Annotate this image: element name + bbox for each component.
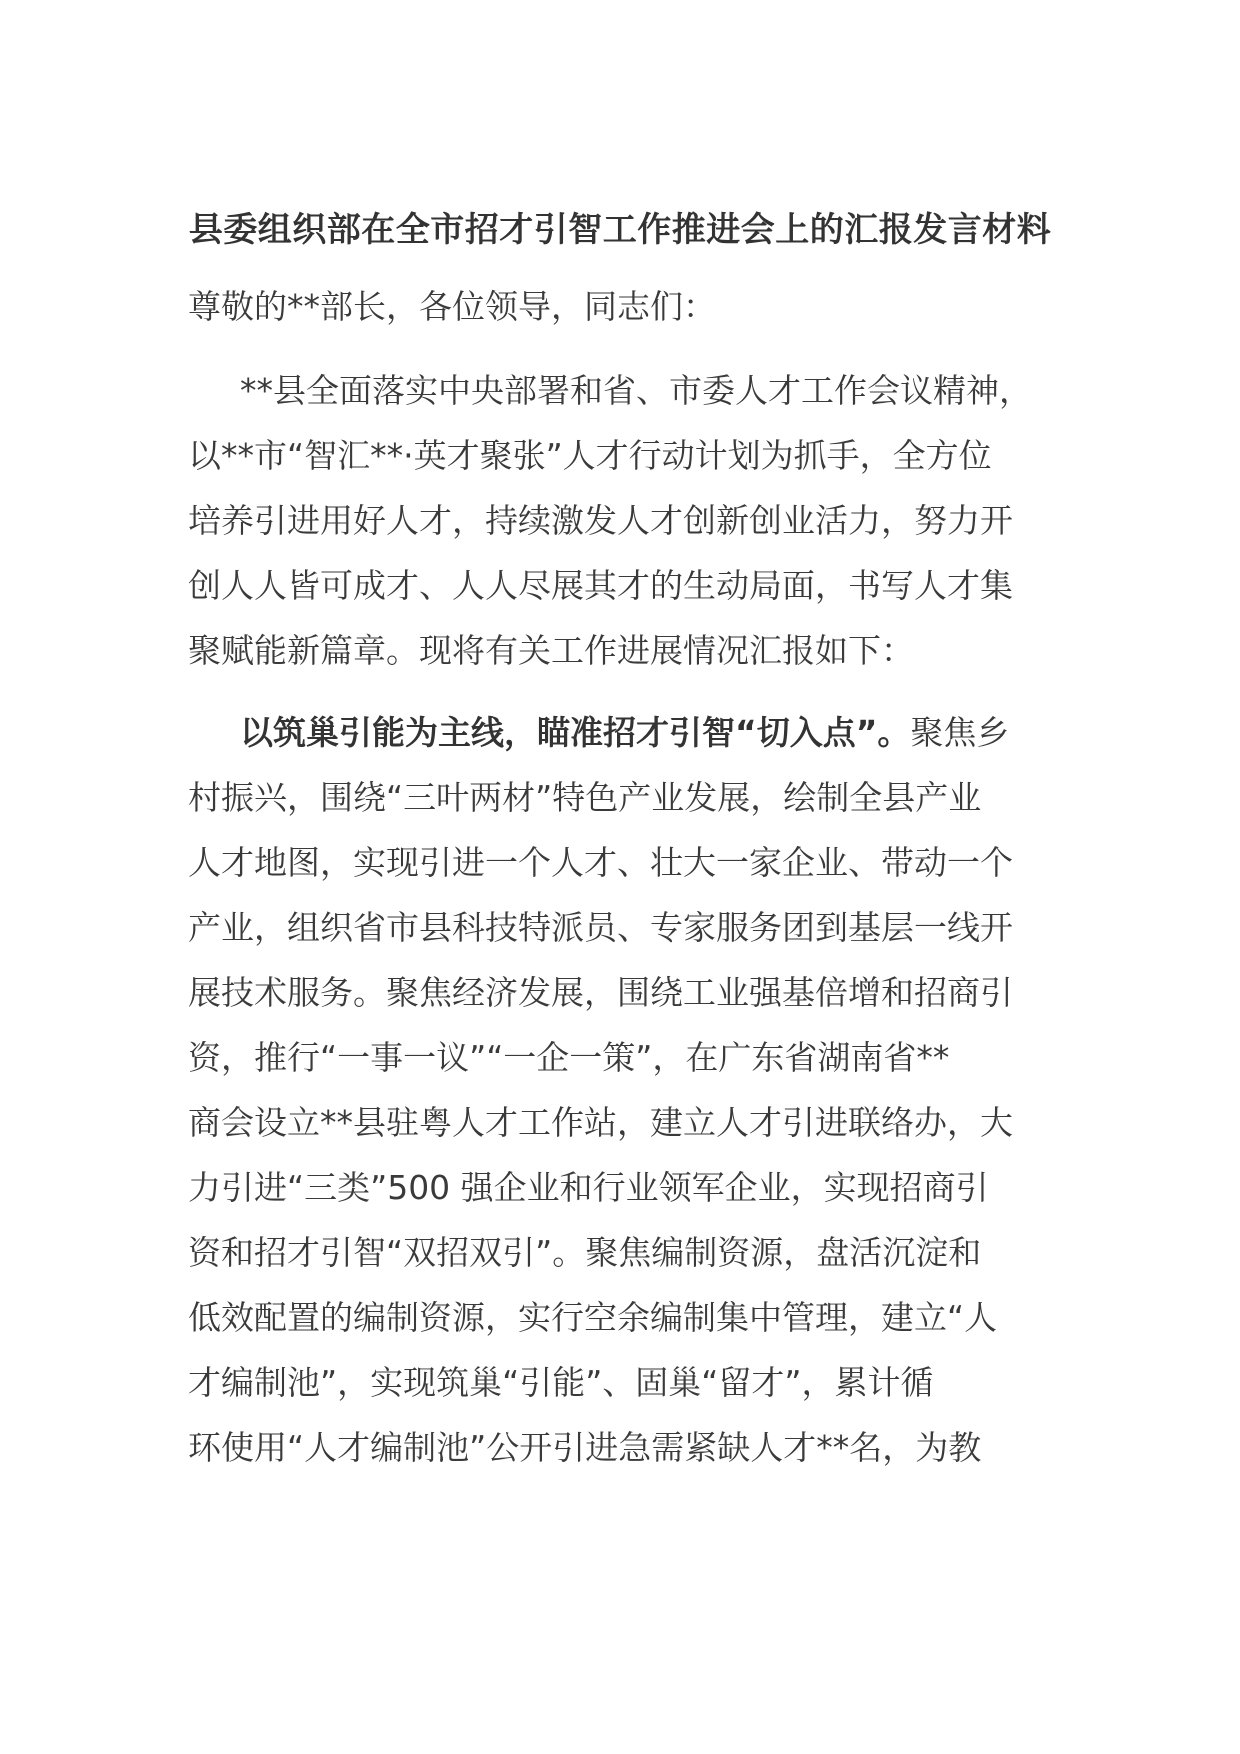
paragraph-line: 聚赋能新篇章。现将有关工作进展情况汇报如下： xyxy=(188,631,914,670)
paragraph-line: 产业，组织省市县科技特派员、专家服务团到基层一线开 xyxy=(188,908,1013,947)
paragraph-line: 商会设立**县驻粤人才工作站，建立人才引进联络办，大 xyxy=(188,1103,1013,1142)
paragraph-line-rest: 聚焦乡 xyxy=(910,713,1010,752)
paragraph-line: 创人人皆可成才、人人尽展其才的生动局面，书写人才集 xyxy=(188,566,1013,605)
paragraph-line: 展技术服务。聚焦经济发展，围绕工业强基倍增和招商引 xyxy=(188,973,1013,1012)
section-heading-bold: 以筑巢引能为主线，瞄准招才引智“切入点”。 xyxy=(240,713,911,752)
paragraph-line: 培养引进用好人才，持续激发人才创新创业活力，努力开 xyxy=(188,501,1013,540)
document-title: 县委组织部在全市招才引智工作推进会上的汇报发言材料 xyxy=(188,210,1052,250)
paragraph-line: 人才地图，实现引进一个人才、壮大一家企业、带动一个 xyxy=(188,843,1013,882)
paragraph-line: 才编制池”，实现筑巢“引能”、固巢“留才”，累计循 xyxy=(188,1363,934,1402)
paragraph-intro xyxy=(188,358,1058,683)
paragraph-section-one xyxy=(188,700,1058,1480)
paragraph-line: 环使用“人才编制池”公开引进急需紧缺人才**名，为教 xyxy=(188,1428,982,1467)
salutation: 尊敬的**部长，各位领导，同志们： xyxy=(188,287,716,326)
paragraph-line: 低效配置的编制资源，实行空余编制集中管理，建立“人 xyxy=(188,1298,998,1337)
paragraph-first-line xyxy=(188,700,1058,765)
paragraph-line: 村振兴，围绕“三叶两材”特色产业发展，绘制全县产业 xyxy=(188,778,982,817)
paragraph-line: 以**市“智汇**·英才聚张”人才行动计划为抓手，全方位 xyxy=(188,436,992,475)
paragraph-line: **县全面落实中央部署和省、市委人才工作会议精神， xyxy=(240,371,1032,410)
paragraph-line: 资和招才引智“双招双引”。聚焦编制资源，盘活沉淀和 xyxy=(188,1233,982,1272)
paragraph-line: 资，推行“一事一议”“一企一策”，在广东省湖南省** xyxy=(188,1038,950,1077)
paragraph-line: 力引进“三类”500 强企业和行业领军企业，实现招商引 xyxy=(188,1168,989,1207)
